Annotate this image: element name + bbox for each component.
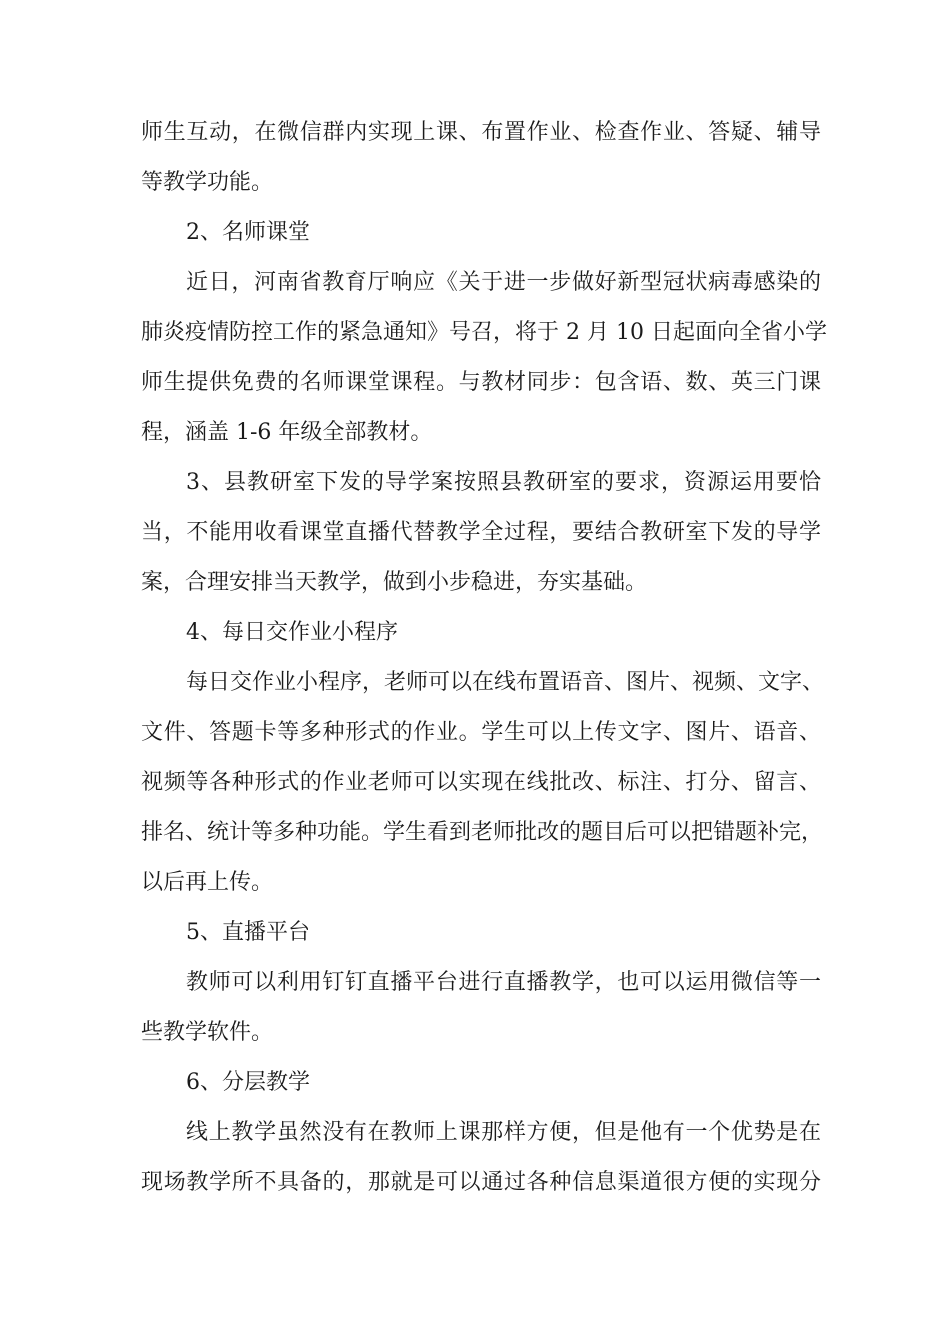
body-text-line: 线上教学虽然没有在教师上课那样方便，但是他有一个优势是在	[186, 1120, 821, 1145]
body-text-line: 近日，河南省教育厅响应《关于进一步做好新型冠状病毒感染的	[186, 270, 821, 295]
body-text-line: 案，合理安排当天教学，做到小步稳进，夯实基础。	[141, 570, 648, 595]
section-heading: 5、直播平台	[186, 920, 310, 945]
body-text-line: 肺炎疫情防控工作的紧急通知》号召，将于 2 月 10 日起面向全省小学	[141, 320, 827, 345]
section-heading: 2、名师课堂	[186, 220, 310, 245]
body-text-line: 等教学功能。	[141, 170, 274, 195]
body-text-line: 排名、统计等多种功能。学生看到老师批改的题目后可以把错题补完，	[141, 820, 824, 845]
body-text-line: 师生提供免费的名师课堂课程。与教材同步：包含语、数、英三门课	[141, 370, 821, 395]
body-text-line: 师生互动，在微信群内实现上课、布置作业、检查作业、答疑、辅导	[141, 120, 821, 145]
body-text-line: 程，涵盖 1-6 年级全部教材。	[141, 420, 433, 445]
body-text-line: 3、县教研室下发的导学案按照县教研室的要求，资源运用要恰	[186, 470, 821, 495]
body-text-line: 现场教学所不具备的，那就是可以通过各种信息渠道很方便的实现分	[141, 1170, 821, 1195]
body-text-line: 视频等各种形式的作业老师可以实现在线批改、标注、打分、留言、	[141, 770, 821, 795]
body-text-line: 每日交作业小程序，老师可以在线布置语音、图片、视频、文字、	[186, 670, 825, 695]
body-text-line: 当，不能用收看课堂直播代替教学全过程，要结合教研室下发的导学	[141, 520, 821, 545]
body-text-line: 些教学软件。	[141, 1020, 274, 1045]
body-text-line: 以后再上传。	[141, 870, 274, 895]
body-text-line: 文件、答题卡等多种形式的作业。学生可以上传文字、图片、语音、	[141, 720, 821, 745]
section-heading: 4、每日交作业小程序	[186, 620, 398, 645]
section-heading: 6、分层教学	[186, 1070, 310, 1095]
body-text-line: 教师可以利用钉钉直播平台进行直播教学，也可以运用微信等一	[186, 970, 821, 995]
